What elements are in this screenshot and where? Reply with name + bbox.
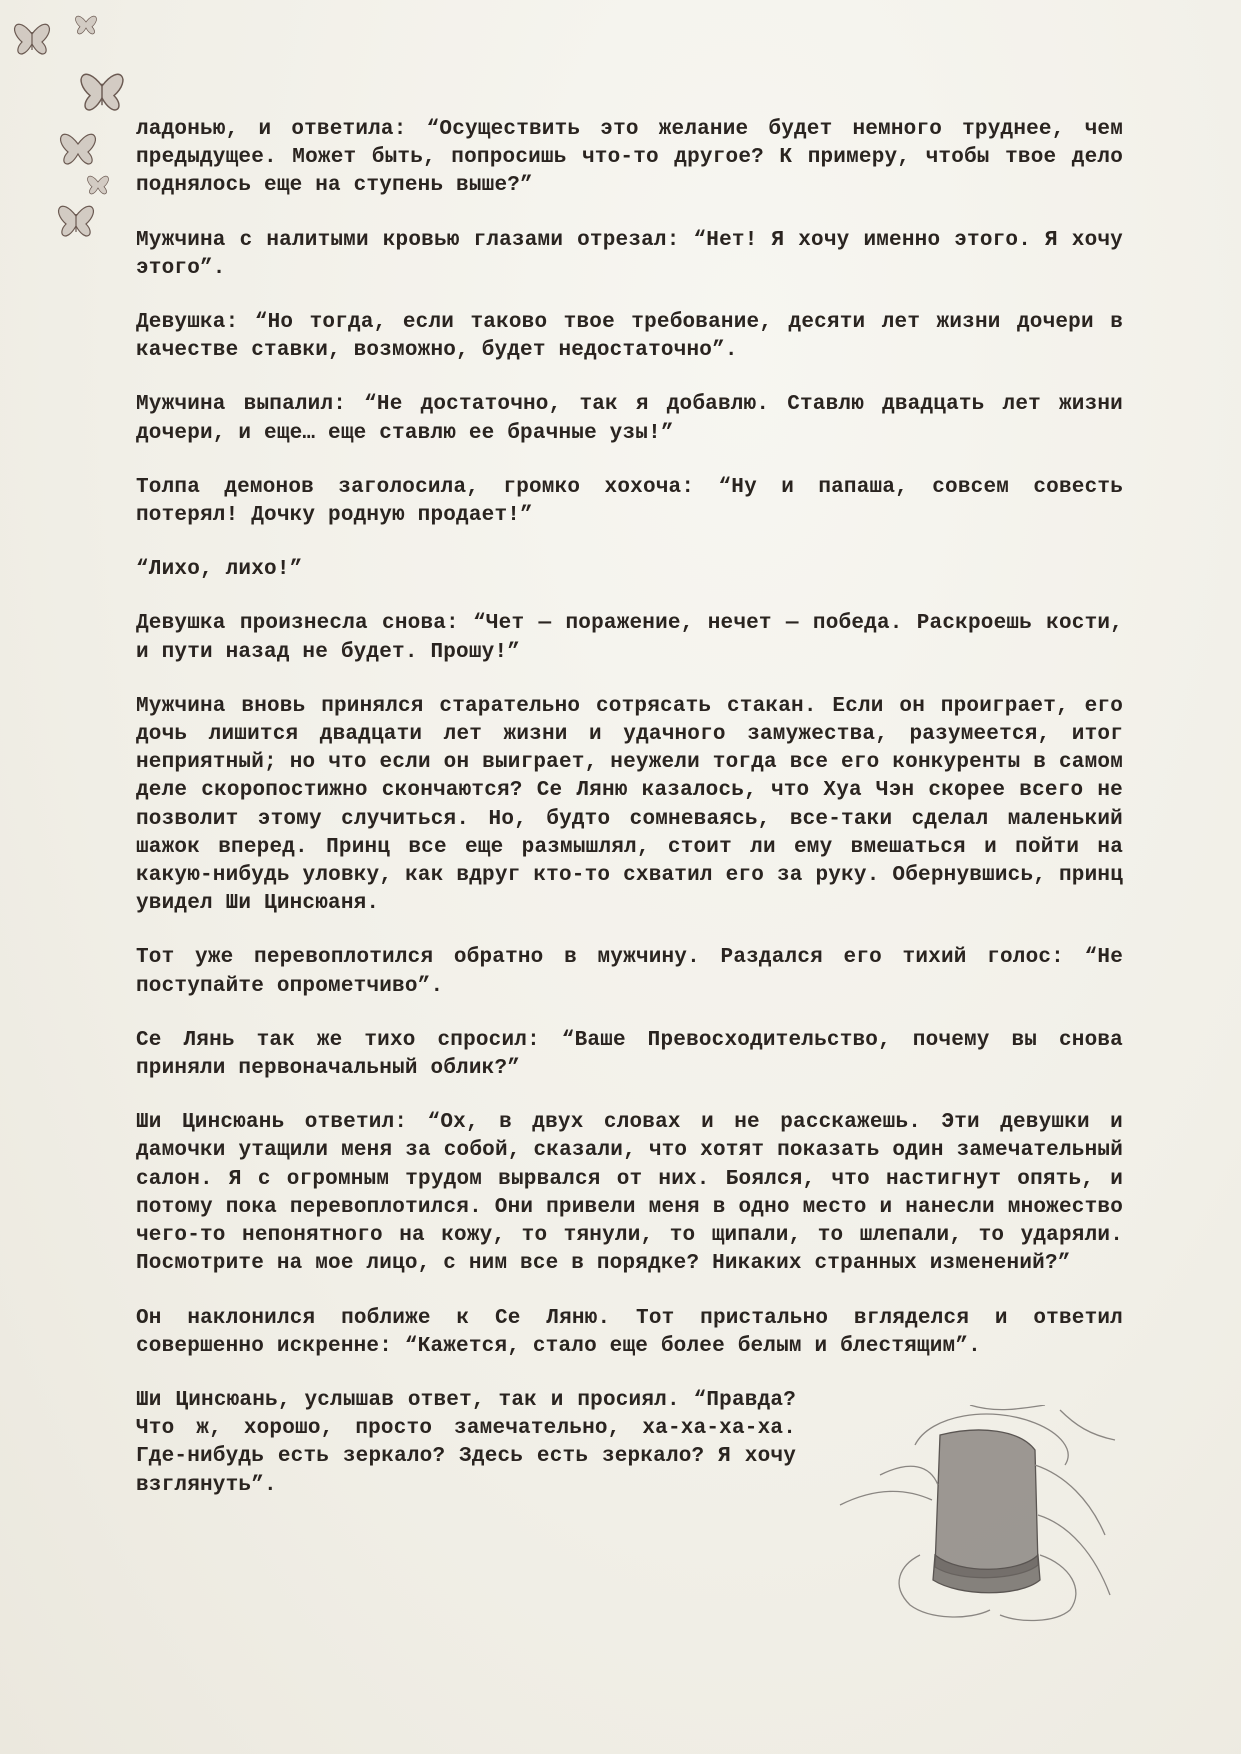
paragraph: Се Лянь так же тихо спросил: “Ваше Превосходительство, почему вы снова приняли первоначальный облик?”: [136, 1028, 1123, 1081]
paragraph: Он наклонился поближе к Се Ляню. Тот пристально вгляделся и ответил совершенно искренне: “Кажется, стало еще более белым и блестящим”.: [136, 1306, 1123, 1358]
butterfly-icon: [15, 24, 50, 54]
body-text: [136, 116, 1123, 1526]
hands-cup-illustration: [820, 1405, 1120, 1625]
butterfly-icon: [81, 74, 123, 110]
paragraph: Мужчина с налитыми кровью глазами отрезал: “Нет! Я хочу именно этого. Я хочу этого”.: [136, 228, 1123, 280]
paragraph: Мужчина вновь принялся старательно сотрясать стакан. Если он проиграет, его дочь лишится двадцати лет жизни и удачного замужества, разумеется, итог неприятный; но что если он выиграет, неужели тогда все его конкуренты в самом деле скоропостижно скончаются? Се Ляню казалось, что Хуа Чэн скорее всего не позволит этому случиться. Но, будто сомневаясь, все-таки сделал маленький шажок вперед. Принц все еще размышлял, стоит ли ему вмешаться и пойти на какую-нибудь уловку, как вдруг кто-то схватил его за руку. Обернувшись, принц увидел Ши Цинсюаня.: [136, 694, 1123, 916]
paragraph: Мужчина выпалил: “Не достаточно, так я добавлю. Ставлю двадцать лет жизни дочери, и еще… еще ставлю ее брачные узы!”: [136, 393, 1123, 445]
paragraph: Толпа демонов заголосила, громко хохоча: “Ну и папаша, совсем совесть потерял! Дочку родную продает!”: [136, 475, 1123, 528]
paragraph: Девушка произнесла снова: “Чет — поражение, нечет — победа. Раскроешь кости, и пути назад не будет. Прошу!”: [136, 612, 1123, 664]
paragraph: ладонью, и ответила: “Осуществить это желание будет немного труднее, чем предыдущее. Может быть, попросишь что-то другое? К примеру, чтобы твое дело поднялось еще на ступень выше?”: [136, 118, 1123, 198]
paragraph: Ши Цинсюань ответил: “Ох, в двух словах и не расскажешь. Эти девушки и дамочки утащили меня за собой, сказали, что хотят показать один замечательный салон. Я с огромным трудом вырвался от них. Боялся, что настигнут опять, и потому пока перевоплотился. Они привели меня в одно место и нанесли множество чего-то непонятного на кожу, то тянули, то щипали, то шлепали, то ударяли. Посмотрите на мое лицо, с ним все в порядке? Никаких странных изменений?”: [136, 1111, 1123, 1276]
butterfly-icon: [59, 206, 94, 236]
paragraph: Тот уже перевоплотился обратно в мужчину. Раздался его тихий голос: “Не поступайте опрометчиво”.: [136, 946, 1123, 998]
paragraph: “Лихо, лихо!”: [136, 558, 303, 582]
butterfly-icon: [61, 134, 96, 164]
butterflies-decoration: [0, 0, 150, 260]
butterfly-icon: [76, 16, 97, 34]
paragraph: Девушка: “Но тогда, если таково твое требование, десяти лет жизни дочери в качестве ставки, возможно, будет недостаточно”.: [136, 311, 1123, 363]
butterfly-icon: [88, 176, 109, 194]
paragraph: Ши Цинсюань, услышав ответ, так и просиял. “Правда? Что ж, хорошо, просто замечательно, ха-ха-ха-ха. Где-нибудь есть зеркало? Здесь есть зеркало? Я хочу взглянуть”.: [136, 1388, 796, 1497]
